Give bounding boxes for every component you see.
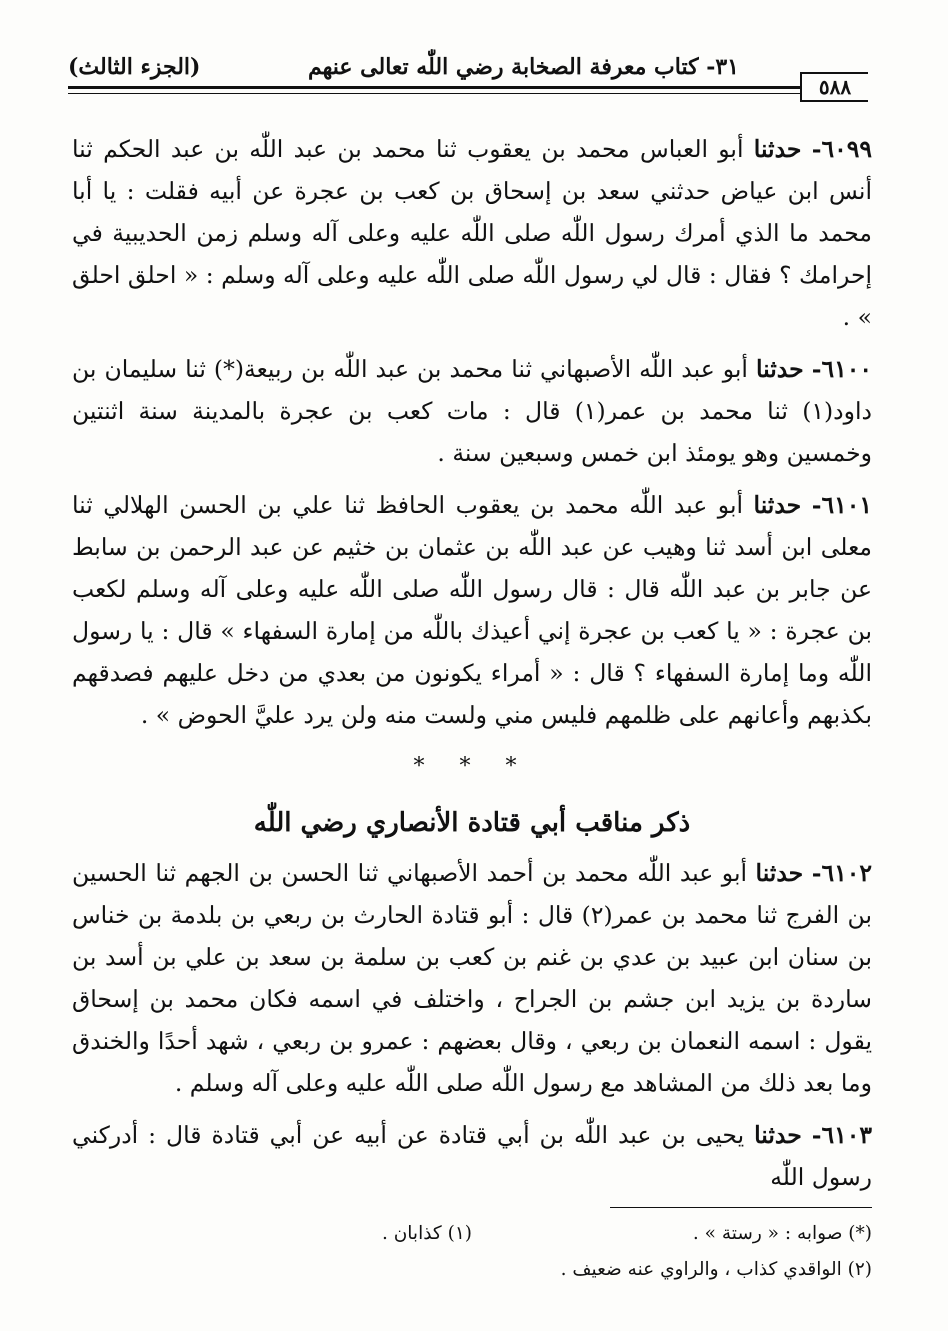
header-rule-thin xyxy=(68,93,803,94)
main-text xyxy=(72,128,872,1208)
running-header xyxy=(68,52,874,96)
header-rule xyxy=(68,86,803,89)
hadith-text: أبو العباس محمد بن يعقوب ثنا محمد بن عبد اللّٰه بن عبد الحكم ثنا أنس ابن عياض حدثني سعد بن إسحاق بن كعب بن عجرة عن أبيه فقلت : يا أبا محمد ما الذي أمرك رسول اللّٰه صلى اللّٰه عليه وعلى آله وسلم زمن الحديبية في إحرامك ؟ فقال : قال لي رسول اللّٰه صلى اللّٰه عليه وعلى آله وسلم : « احلق احلق » . xyxy=(72,135,872,331)
hadith-paragraph xyxy=(72,128,872,338)
hadith-lead-word: حدثنا xyxy=(753,491,802,519)
hadith-paragraph xyxy=(72,484,872,736)
hadith-text: أبو عبد اللّٰه محمد بن يعقوب الحافظ ثنا علي بن الحسن الهلالي ثنا معلى ابن أسد ثنا وهيب عن عبد اللّٰه بن عثمان بن خثيم عن عبد الرحمن بن سابط عن جابر بن عبد اللّٰه قال : قال رسول اللّٰه صلى اللّٰه عليه وعلى آله وسلم لكعب بن عجرة : « يا كعب بن عجرة إني أعيذك باللّٰه من إمارة السفهاء » قال : يا رسول اللّٰه وما إمارة السفهاء ؟ قال : « أمراء يكونون من بعدي من دخل عليهم فصدقهم بكذبهم وأعانهم على ظلمهم فليس مني ولست منه ولن يرد عليَّ الحوض » . xyxy=(72,491,872,729)
hadith-text: أبو عبد اللّٰه الأصبهاني ثنا محمد بن عبد اللّٰه بن ربيعة(*) ثنا سليمان بن داود(١) ثنا محمد بن عمر(١) قال : مات كعب بن عجرة بالمدينة سنة اثنتين وخمسين وهو يومئذ ابن خمس وسبعين سنة . xyxy=(72,355,872,467)
chapter-title: ٣١- كتاب معرفة الصخابة رضي اللّٰه تعالى عنهم xyxy=(307,54,739,80)
volume-label: (الجزء الثالث) xyxy=(68,54,201,80)
hadith-number: ٦٠٩٩- xyxy=(811,135,872,163)
hadith-text: أبو عبد اللّٰه محمد بن أحمد الأصبهاني ثنا الحسن بن الجهم ثنا الحسين بن الفرج ثنا محمد بن عمر(٢) قال : أبو قتادة الحارث بن ربعي بن بلدمة بن خناس بن سنان ابن عبيد بن عدي بن غنم بن كعب بن سلمة بن سعد بن علي بن أسد بن ساردة بن يزيد ابن جشم بن الجراح ، واختلف في اسمه فكان محمد بن إسحاق يقول : اسمه النعمان بن ربعي ، وقال بعضهم : عمرو بن ربعي ، شهد أحدًا والخندق وما بعد ذلك من المشاهد مع رسول اللّٰه صلى اللّٰه عليه وعلى آله وسلم . xyxy=(72,859,872,1097)
hadith-number: ٦١٠٢- xyxy=(811,859,872,887)
hadith-lead-word: حدثنا xyxy=(754,1121,802,1149)
footnote-2: (٢) الواقدي كذاب ، والراوي عنه ضعيف . xyxy=(560,1259,872,1280)
hadith-lead-word: حدثنا xyxy=(755,859,804,887)
hadith-number: ٦١٠١- xyxy=(811,491,872,519)
hadith-paragraph xyxy=(72,348,872,474)
footnotes xyxy=(72,1216,872,1288)
hadith-number: ٦١٠٠- xyxy=(811,355,872,383)
footnote-1: (١) كذابان . xyxy=(381,1223,472,1244)
hadith-lead-word: حدثنا xyxy=(756,355,804,383)
hadith-lead-word: حدثنا xyxy=(753,135,802,163)
footnote-row xyxy=(72,1216,872,1252)
footnote-rule xyxy=(610,1207,872,1208)
section-separator: * * * xyxy=(413,754,531,779)
footnote-star: (*) صوابه : « رستة » . xyxy=(692,1223,872,1244)
hadith-paragraph xyxy=(72,1114,872,1198)
hadith-text: يحيى بن عبد اللّٰه بن أبي قتادة عن أبيه عن أبي قتادة قال : أدركني رسول اللّٰه xyxy=(72,1121,872,1191)
page-number: ٥٨٨ xyxy=(800,72,868,102)
hadith-number: ٦١٠٣- xyxy=(811,1121,872,1149)
hadith-paragraph xyxy=(72,852,872,1104)
section-title: ذكر مناقب أبي قتادة الأنصاري رضي اللّٰه xyxy=(253,808,691,838)
